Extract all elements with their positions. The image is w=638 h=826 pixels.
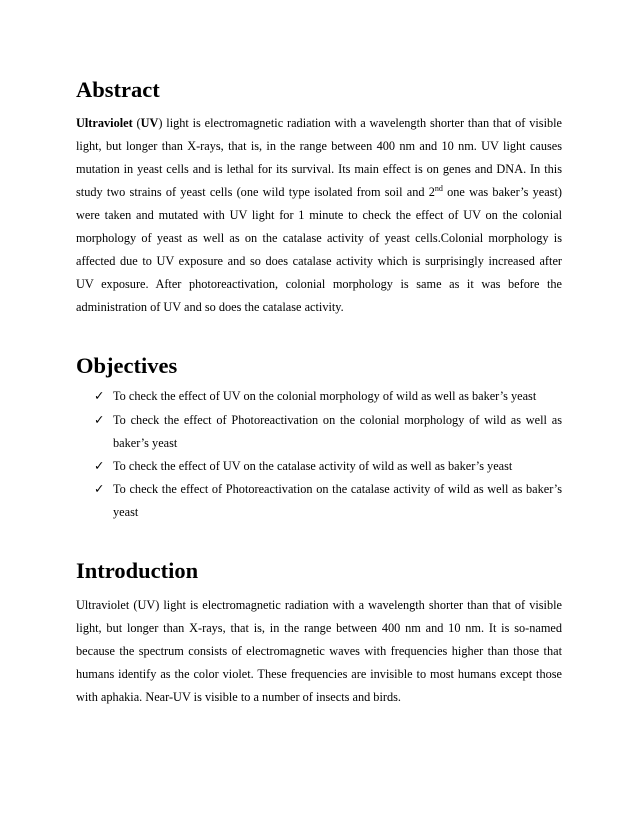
checkmark-icon: ✓: [94, 481, 105, 496]
objective-item: To check the effect of Photoreactivation on the catalase activity of wild as well as baker’s: [113, 482, 562, 496]
uv-term: UV: [140, 116, 159, 130]
abstract-text-fragment: study two strains of yeast cells (one wild type isolated from soil and 2: [76, 185, 435, 199]
introduction-line: Ultraviolet (UV) light is electromagnetic radiation with a wavelength shorter than that of visible: [76, 598, 562, 612]
introduction-line: light, but longer than X-rays, that is, in the range between 400 nm and 10 nm. It is so-named: [76, 621, 562, 635]
objective-item: To check the effect of Photoreactivation on the colonial morphology of wild as well as: [113, 413, 562, 427]
objectives-heading: Objectives: [76, 353, 178, 378]
abstract-line: [76, 184, 562, 200]
abstract-text-fragment: one was baker’s yeast): [442, 185, 562, 199]
abstract-line: administration of UV and so does the catalase activity.: [76, 300, 344, 314]
ultraviolet-term: Ultraviolet: [76, 116, 133, 130]
abstract-line: were taken and mutated with UV light for 1 minute to check the effect of UV on the colonial: [76, 208, 562, 222]
checkmark-icon: ✓: [94, 458, 105, 473]
abstract-line: [76, 115, 562, 131]
introduction-line: humans identify as the color violet. These frequencies are invisible to most humans except those: [76, 667, 562, 681]
abstract-heading: Abstract: [76, 77, 160, 102]
abstract-line: affected due to UV exposure and so does catalase activity which is surprisingly increased after: [76, 254, 562, 268]
abstract-line: mutation in yeast cells and is lethal for its survival. Its main effect is on genes and DNA. In this: [76, 162, 562, 176]
abstract-line: morphology of yeast as well as on the catalase activity of yeast cells.Colonial morphology is: [76, 231, 562, 245]
introduction-heading: Introduction: [76, 558, 199, 583]
objective-item-continuation: yeast: [113, 505, 139, 519]
introduction-line: with aphakia. Near-UV is visible to a number of insects and birds.: [76, 690, 401, 704]
abstract-line: UV exposure. After photoreactivation, colonial morphology is same as it was before the: [76, 277, 562, 291]
objective-item: To check the effect of UV on the catalase activity of wild as well as baker’s yeast: [113, 459, 513, 473]
ordinal-superscript: nd: [434, 184, 443, 193]
checkmark-icon: ✓: [94, 412, 105, 427]
checkmark-icon: ✓: [94, 388, 105, 403]
introduction-line: because the spectrum consists of electromagnetic waves with frequencies higher than those that: [76, 644, 562, 658]
abstract-text-fragment: (: [132, 116, 141, 130]
abstract-line: light, but longer than X-rays, that is, in the range between 400 nm and 10 nm. UV light causes: [76, 139, 562, 153]
objective-item: To check the effect of UV on the colonial morphology of wild as well as baker’s yeast: [113, 389, 537, 403]
abstract-text-fragment: ) light is electromagnetic radiation with a wavelength shorter than that of visible: [158, 116, 563, 130]
objective-item-continuation: baker’s yeast: [113, 436, 178, 450]
